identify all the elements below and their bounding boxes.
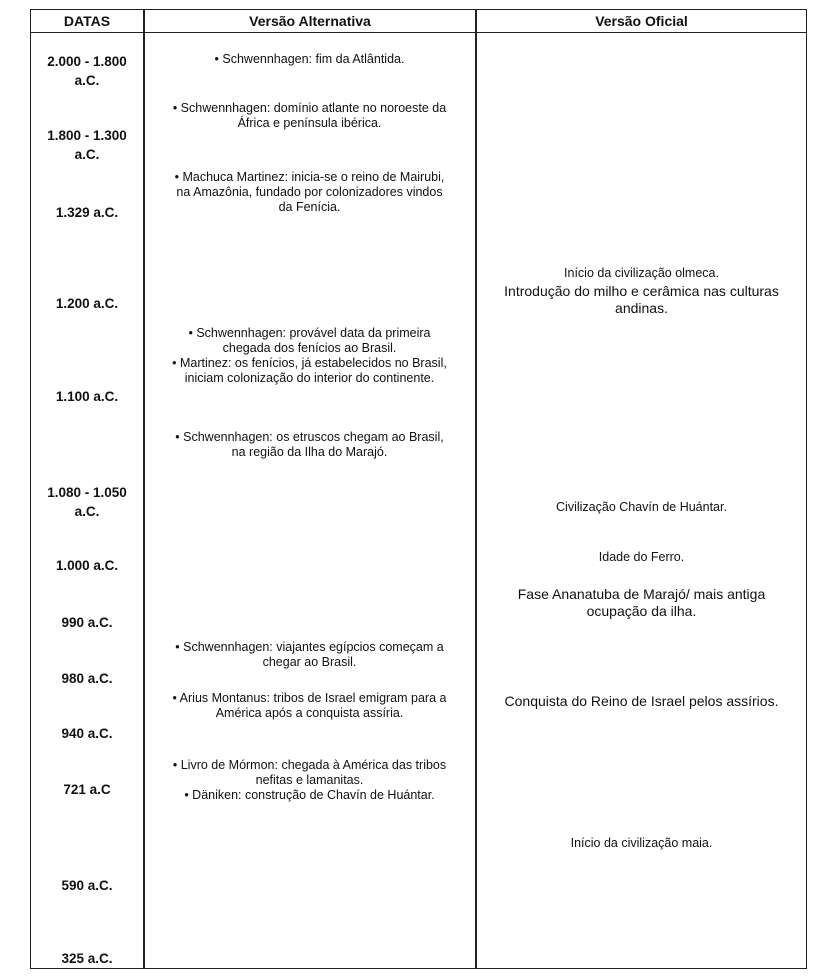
entry-line: Civilização Chavín de Huántar. bbox=[556, 500, 727, 514]
entry-line: • Arius Montanus: tribos de Israel emigram para a bbox=[172, 691, 447, 705]
entry-line: • Däniken: construção de Chavín de Huántar. bbox=[184, 788, 435, 802]
official-entry bbox=[479, 500, 804, 515]
date-line: 590 a.C. bbox=[61, 878, 113, 893]
date-entry bbox=[31, 203, 143, 222]
entry-line: • Schwennhagen: os etruscos chegam ao Brasil, bbox=[175, 430, 444, 444]
entry-line: chegada dos fenícios ao Brasil. bbox=[222, 341, 397, 355]
alternative-entry bbox=[147, 170, 472, 215]
entry-line: na Amazônia, fundado por colonizadores vindos bbox=[176, 185, 443, 199]
entry-line: Início da civilização maia. bbox=[570, 836, 713, 850]
entry-line: • Machuca Martinez: inicia-se o reino de Mairubi, bbox=[174, 170, 445, 184]
date-entry bbox=[31, 556, 143, 575]
entry-line: • Schwennhagen: provável data da primeira bbox=[188, 326, 431, 340]
date-line: 1.000 a.C. bbox=[55, 558, 119, 573]
alternative-entry bbox=[147, 430, 472, 460]
date-entry bbox=[31, 294, 143, 313]
date-entry bbox=[31, 613, 143, 632]
date-line: 1.800 - 1.300 bbox=[47, 128, 127, 143]
official-entry bbox=[479, 283, 804, 317]
entry-line: chegar ao Brasil. bbox=[262, 655, 357, 669]
date-line: 1.329 a.C. bbox=[55, 205, 119, 220]
entry-line: andinas. bbox=[615, 300, 668, 316]
header-alternative-version: Versão Alternativa bbox=[249, 13, 371, 29]
entry-line: nefitas e lamanitas. bbox=[255, 773, 364, 787]
date-line: 2.000 - 1.800 bbox=[47, 54, 127, 69]
entry-line: África e península ibérica. bbox=[237, 116, 382, 130]
date-entry bbox=[31, 52, 143, 90]
date-entry bbox=[31, 483, 143, 521]
date-entry bbox=[31, 949, 143, 968]
entry-line: da Fenícia. bbox=[278, 200, 341, 214]
alternative-entry bbox=[147, 101, 472, 131]
timeline-table bbox=[30, 9, 807, 969]
date-line: 990 a.C. bbox=[61, 615, 113, 630]
entry-line: • Martinez: os fenícios, já estabelecidos no Brasil, bbox=[172, 356, 447, 370]
date-entry bbox=[31, 780, 143, 799]
entry-line: Idade do Ferro. bbox=[598, 550, 685, 564]
official-entry bbox=[479, 266, 804, 281]
date-line: 940 a.C. bbox=[61, 726, 113, 741]
alternative-entry bbox=[147, 52, 472, 67]
date-line: 325 a.C. bbox=[61, 951, 113, 966]
alternative-entry bbox=[147, 758, 472, 803]
official-entry bbox=[479, 586, 804, 620]
alternative-entry bbox=[147, 640, 472, 670]
date-line: 980 a.C. bbox=[61, 671, 113, 686]
date-line: 1.100 a.C. bbox=[55, 389, 119, 404]
entry-line: ocupação da ilha. bbox=[586, 603, 697, 619]
entry-line: iniciam colonização do interior do continente. bbox=[184, 371, 435, 385]
header-official-version: Versão Oficial bbox=[595, 13, 688, 29]
date-entry bbox=[31, 724, 143, 743]
entry-line: • Schwennhagen: viajantes egípcios começam a bbox=[175, 640, 444, 654]
column-divider-alternative bbox=[475, 10, 477, 968]
entry-line: Fase Ananatuba de Marajó/ mais antiga bbox=[517, 586, 766, 602]
official-entry bbox=[479, 550, 804, 565]
date-line: a.C. bbox=[74, 147, 100, 162]
entry-line: • Livro de Mórmon: chegada à América das tribos bbox=[172, 758, 447, 772]
alternative-entry bbox=[147, 326, 472, 386]
entry-line: Início da civilização olmeca. bbox=[564, 266, 719, 280]
entry-line: América após a conquista assíria. bbox=[215, 706, 404, 720]
date-entry bbox=[31, 126, 143, 164]
entry-line: • Schwennhagen: domínio atlante no noroeste da bbox=[172, 101, 447, 115]
date-entry bbox=[31, 387, 143, 406]
official-entry bbox=[479, 693, 804, 710]
entry-line: Conquista do Reino de Israel pelos assírios. bbox=[504, 693, 779, 709]
entry-line: • Schwennhagen: fim da Atlântida. bbox=[214, 52, 405, 66]
entry-line: na região da Ilha do Marajó. bbox=[231, 445, 388, 459]
column-divider-dates bbox=[143, 10, 145, 968]
alternative-entry bbox=[147, 691, 472, 721]
date-entry bbox=[31, 876, 143, 895]
date-line: 1.200 a.C. bbox=[55, 296, 119, 311]
table-header-row bbox=[31, 10, 806, 33]
date-line: 1.080 - 1.050 bbox=[47, 485, 127, 500]
date-line: a.C. bbox=[74, 504, 100, 519]
official-entry bbox=[479, 836, 804, 851]
date-entry bbox=[31, 669, 143, 688]
entry-line: Introdução do milho e cerâmica nas culturas bbox=[504, 283, 779, 299]
date-line: a.C. bbox=[74, 73, 100, 88]
header-dates: DATAS bbox=[63, 13, 111, 29]
date-line: 721 a.C bbox=[63, 782, 111, 797]
